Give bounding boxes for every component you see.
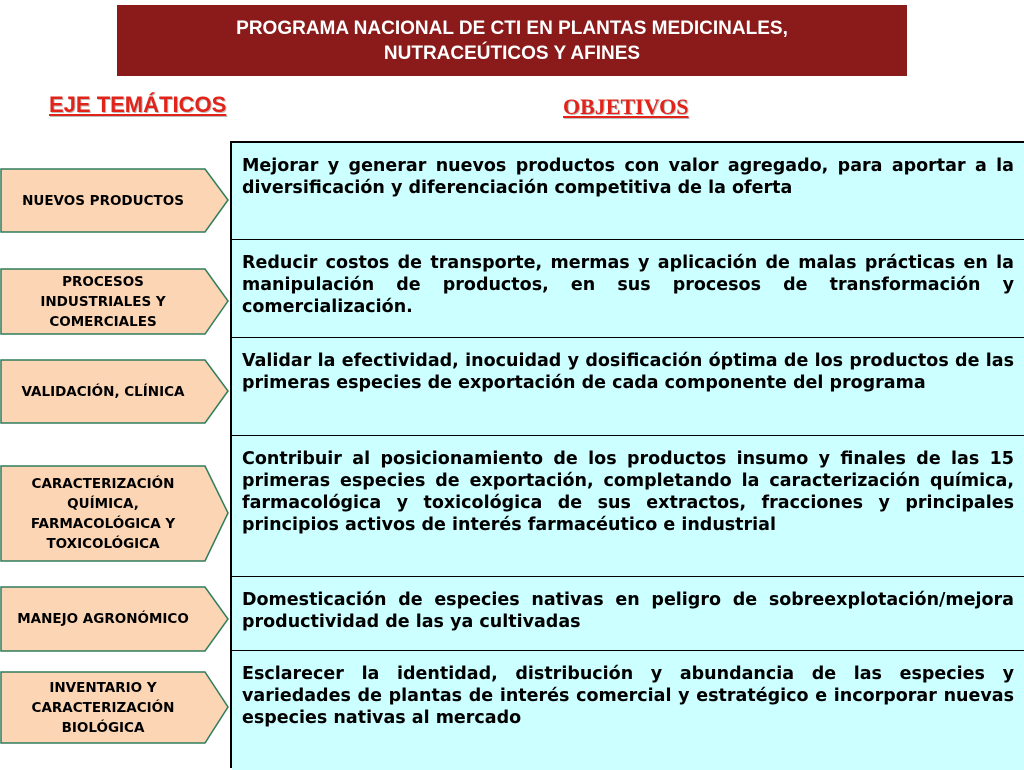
- objetivos-header: OBJETIVOS: [563, 94, 689, 119]
- objetivo-text: Esclarecer la identidad, distribución y abundancia de las especies y variedades de plantas de interés comercial y estratégico e incorporar nuevas especies nativas al mercado: [242, 664, 1014, 728]
- objetivo-text: Validar la efectividad, inocuidad y dosificación óptima de los productos de las primeras especies de exportación de cada componente del programa: [242, 351, 1014, 393]
- objetivo-row: [232, 143, 1024, 240]
- objetivo-row: [232, 240, 1024, 338]
- program-title: [117, 5, 907, 76]
- objetivo-row: [232, 436, 1024, 577]
- eje-label: INVENTARIO Y CARACTERIZACIÓN BIOLÓGICA: [31, 679, 175, 736]
- eje-procesos-industriales: [0, 268, 229, 335]
- objetivo-text: Mejorar y generar nuevos productos con valor agregado, para aportar a la diversificación y diferenciación competitiva de la oferta: [242, 156, 1014, 198]
- eje-inventario-biologica: [0, 671, 229, 744]
- eje-label: PROCESOS INDUSTRIALES Y COMERCIALES: [40, 273, 166, 330]
- program-title-line2: NUTRACEÚTICOS Y AFINES: [383, 42, 641, 64]
- objetivo-text: Reducir costos de transporte, mermas y aplicación de malas prácticas en la manipulación de productos, en sus procesos de transformación y comercialización.: [242, 253, 1014, 317]
- eje-label: CARACTERIZACIÓN QUÍMICA, FARMACOLÓGICA Y TOXICOLÓGICA: [30, 475, 176, 552]
- eje-tematicos-header: EJE TEMÁTICOS: [49, 92, 227, 117]
- eje-label: NUEVOS PRODUCTOS: [22, 192, 184, 209]
- eje-caracterizacion-quimica: [0, 465, 229, 562]
- eje-label: VALIDACIÓN, CLÍNICA: [21, 383, 185, 400]
- objetivo-row: [232, 577, 1024, 651]
- eje-nuevos-productos: [0, 168, 229, 233]
- objetivos-table: [230, 141, 1024, 768]
- eje-label: MANEJO AGRONÓMICO: [17, 611, 189, 627]
- objetivo-text: Domesticación de especies nativas en peligro de sobreexplotación/mejora productividad de las ya cultivadas: [242, 590, 1014, 632]
- eje-manejo-agronomico: [0, 586, 229, 652]
- objetivo-row: [232, 338, 1024, 436]
- objetivo-row: [232, 651, 1024, 770]
- eje-validacion-clinica: [0, 359, 229, 424]
- program-title-line1: PROGRAMA NACIONAL DE CTI EN PLANTAS MEDICINALES,: [236, 17, 788, 39]
- objetivo-text: Contribuir al posicionamiento de los productos insumo y finales de las 15 primeras especies de exportación, completando la caracterización química, farmacológica y toxicológica de sus extractos, fracciones y principales principios activos de interés farmacéutico e industrial: [242, 449, 1014, 535]
